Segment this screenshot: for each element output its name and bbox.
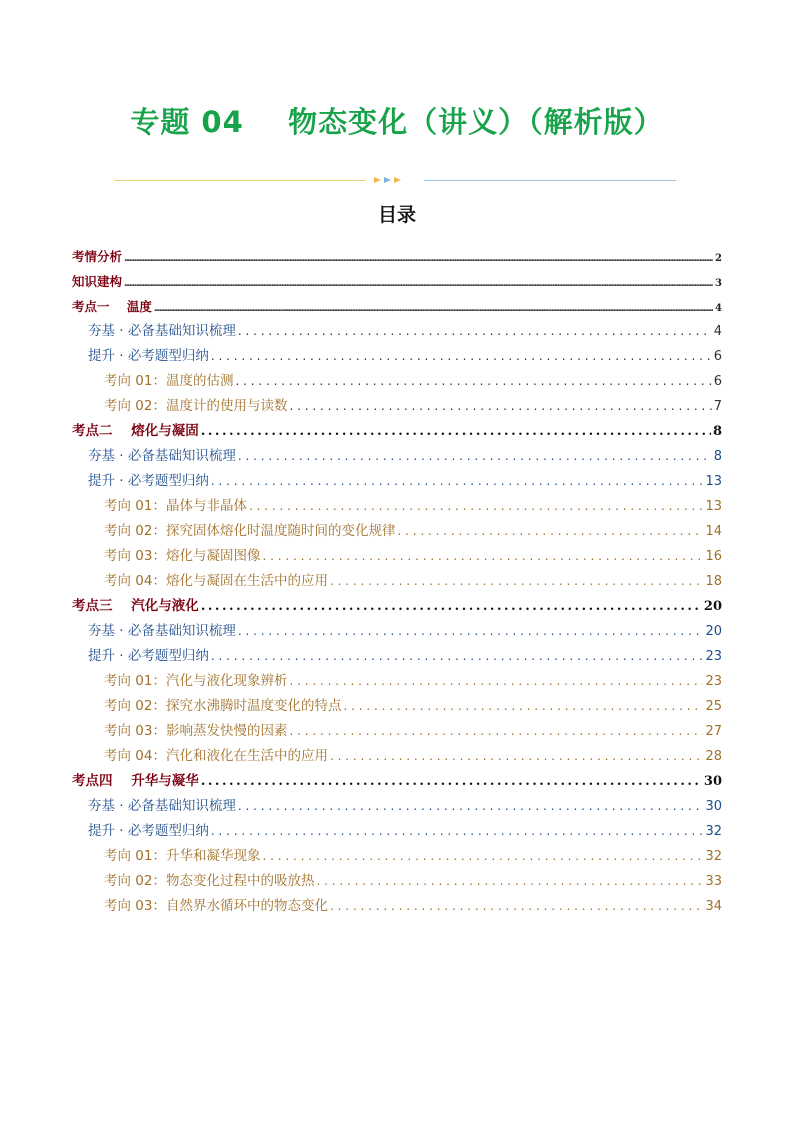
toc-entry[interactable] xyxy=(72,744,722,769)
toc-page-number: 30 xyxy=(705,799,722,814)
toc-leader-dots xyxy=(316,869,703,894)
toc-entry-label: 考点三 汽化与液化 xyxy=(72,598,199,614)
toc-leader-dots xyxy=(289,669,703,694)
toc-leader-dots xyxy=(235,369,711,394)
divider-line-left xyxy=(114,180,366,181)
toc-page-number: 13 xyxy=(705,499,722,514)
toc-entry[interactable] xyxy=(72,894,722,919)
toc-entry[interactable] xyxy=(72,794,722,819)
toc-entry[interactable] xyxy=(72,594,722,619)
toc-page-number: 34 xyxy=(705,899,722,914)
toc-entry-label: 考点二 熔化与凝固 xyxy=(72,423,199,439)
toc-entry-label: 考向 01：汽化与液化现象辨析 xyxy=(104,673,288,689)
toc-entry[interactable] xyxy=(72,394,722,419)
divider-line-right xyxy=(424,180,676,181)
document-title: 专题 04 物态变化（讲义）（解析版） xyxy=(130,105,664,139)
table-of-contents xyxy=(72,244,722,919)
toc-entry-label: 夯基 · 必备基础知识梳理 xyxy=(88,623,236,639)
toc-entry[interactable] xyxy=(72,444,722,469)
toc-entry[interactable] xyxy=(72,369,722,394)
toc-page-number: 16 xyxy=(705,549,722,564)
toc-leader-dots xyxy=(289,394,711,419)
toc-entry-label: 考向 01：温度的估测 xyxy=(104,373,234,389)
toc-leader-dots xyxy=(238,619,704,644)
toc-entry[interactable] xyxy=(72,619,722,644)
toc-leader-dots xyxy=(211,344,712,369)
toc-page-number: 8 xyxy=(712,424,722,439)
toc-leader-dots xyxy=(211,819,704,844)
toc-page-number: 30 xyxy=(703,774,722,789)
toc-entry[interactable] xyxy=(72,469,722,494)
toc-page-number: 18 xyxy=(705,574,722,589)
toc-leader-dots xyxy=(343,694,703,719)
toc-page-number: 32 xyxy=(705,824,722,839)
toc-leader-dots xyxy=(330,569,703,594)
toc-entry-label: 考向 02：探究水沸腾时温度变化的特点 xyxy=(104,698,342,714)
toc-page-number: 6 xyxy=(713,374,722,389)
toc-page-number: 23 xyxy=(705,674,722,689)
toc-entry-label: 考向 04：熔化与凝固在生活中的应用 xyxy=(104,573,328,589)
toc-entry-label: 考向 03：熔化与凝固图像 xyxy=(104,548,261,564)
toc-entry[interactable] xyxy=(72,644,722,669)
toc-leader-dots xyxy=(124,272,713,297)
divider-arrows-icon xyxy=(372,174,418,186)
toc-page-number: 25 xyxy=(705,699,722,714)
toc-page-number: 3 xyxy=(715,278,722,289)
toc-entry[interactable] xyxy=(72,519,722,544)
toc-page-number: 33 xyxy=(705,874,722,889)
toc-entry-label: 提升 · 必考题型归纳 xyxy=(88,348,209,364)
toc-entry[interactable] xyxy=(72,819,722,844)
toc-entry-label: 知识建构 xyxy=(72,274,123,289)
toc-leader-dots xyxy=(211,469,704,494)
toc-page-number: 20 xyxy=(705,624,722,639)
toc-page-number: 7 xyxy=(713,399,722,414)
toc-entry[interactable] xyxy=(72,694,722,719)
toc-entry[interactable] xyxy=(72,769,722,794)
toc-entry[interactable] xyxy=(72,844,722,869)
toc-leader-dots xyxy=(238,319,712,344)
toc-entry-label: 考向 02：温度计的使用与读数 xyxy=(104,398,288,414)
toc-entry-label: 考点一 温度 xyxy=(72,299,152,314)
toc-entry[interactable] xyxy=(72,344,722,369)
toc-entry-label: 考向 03：影响蒸发快慢的因素 xyxy=(104,723,288,739)
toc-entry-label: 提升 · 必考题型归纳 xyxy=(88,648,209,664)
toc-page-number: 6 xyxy=(713,349,722,364)
toc-page-number: 4 xyxy=(713,324,722,339)
toc-leader-dots xyxy=(289,719,703,744)
toc-entry[interactable] xyxy=(72,569,722,594)
toc-leader-dots xyxy=(124,247,713,272)
toc-leader-dots xyxy=(201,594,702,619)
toc-entry-label: 夯基 · 必备基础知识梳理 xyxy=(88,448,236,464)
toc-leader-dots xyxy=(397,519,703,544)
toc-entry-label: 提升 · 必考题型归纳 xyxy=(88,473,209,489)
toc-entry[interactable] xyxy=(72,494,722,519)
toc-leader-dots xyxy=(249,494,703,519)
toc-entry[interactable] xyxy=(72,269,722,294)
toc-leader-dots xyxy=(330,744,703,769)
toc-leader-dots xyxy=(262,844,703,869)
toc-entry[interactable] xyxy=(72,319,722,344)
toc-entry-label: 考向 01：升华和凝华现象 xyxy=(104,848,261,864)
toc-entry-label: 考向 04：汽化和液化在生活中的应用 xyxy=(104,748,328,764)
toc-page-number: 32 xyxy=(705,849,722,864)
toc-leader-dots xyxy=(201,419,711,444)
toc-page-number: 20 xyxy=(703,599,722,614)
toc-page-number: 13 xyxy=(705,474,722,489)
toc-entry-label: 考向 03：自然界水循环中的物态变化 xyxy=(104,898,328,914)
toc-entry-label: 考点四 升华与凝华 xyxy=(72,773,199,789)
toc-page-number: 23 xyxy=(705,649,722,664)
toc-entry-label: 提升 · 必考题型归纳 xyxy=(88,823,209,839)
toc-page-number: 2 xyxy=(715,253,722,264)
toc-leader-dots xyxy=(238,794,704,819)
toc-page-number: 4 xyxy=(715,303,722,314)
toc-entry[interactable] xyxy=(72,244,722,269)
toc-entry[interactable] xyxy=(72,419,722,444)
toc-entry-label: 考向 01：晶体与非晶体 xyxy=(104,498,247,514)
toc-entry[interactable] xyxy=(72,719,722,744)
toc-leader-dots xyxy=(201,769,702,794)
toc-entry-label: 夯基 · 必备基础知识梳理 xyxy=(88,798,236,814)
toc-leader-dots xyxy=(262,544,703,569)
toc-entry[interactable] xyxy=(72,669,722,694)
toc-entry-label: 考向 02：物态变化过程中的吸放热 xyxy=(104,873,315,889)
toc-heading: 目录 xyxy=(377,204,416,226)
toc-entry[interactable] xyxy=(72,544,722,569)
toc-entry-label: 考情分析 xyxy=(72,249,123,264)
toc-entry-label: 夯基 · 必备基础知识梳理 xyxy=(88,323,236,339)
toc-leader-dots xyxy=(238,444,712,469)
toc-page-number: 27 xyxy=(705,724,722,739)
toc-entry[interactable] xyxy=(72,869,722,894)
toc-page-number: 14 xyxy=(705,524,722,539)
toc-page-number: 28 xyxy=(705,749,722,764)
toc-entry[interactable] xyxy=(72,294,722,319)
toc-page-number: 8 xyxy=(713,449,722,464)
toc-leader-dots xyxy=(211,644,704,669)
toc-leader-dots xyxy=(330,894,703,919)
toc-entry-label: 考向 02：探究固体熔化时温度随时间的变化规律 xyxy=(104,523,396,539)
